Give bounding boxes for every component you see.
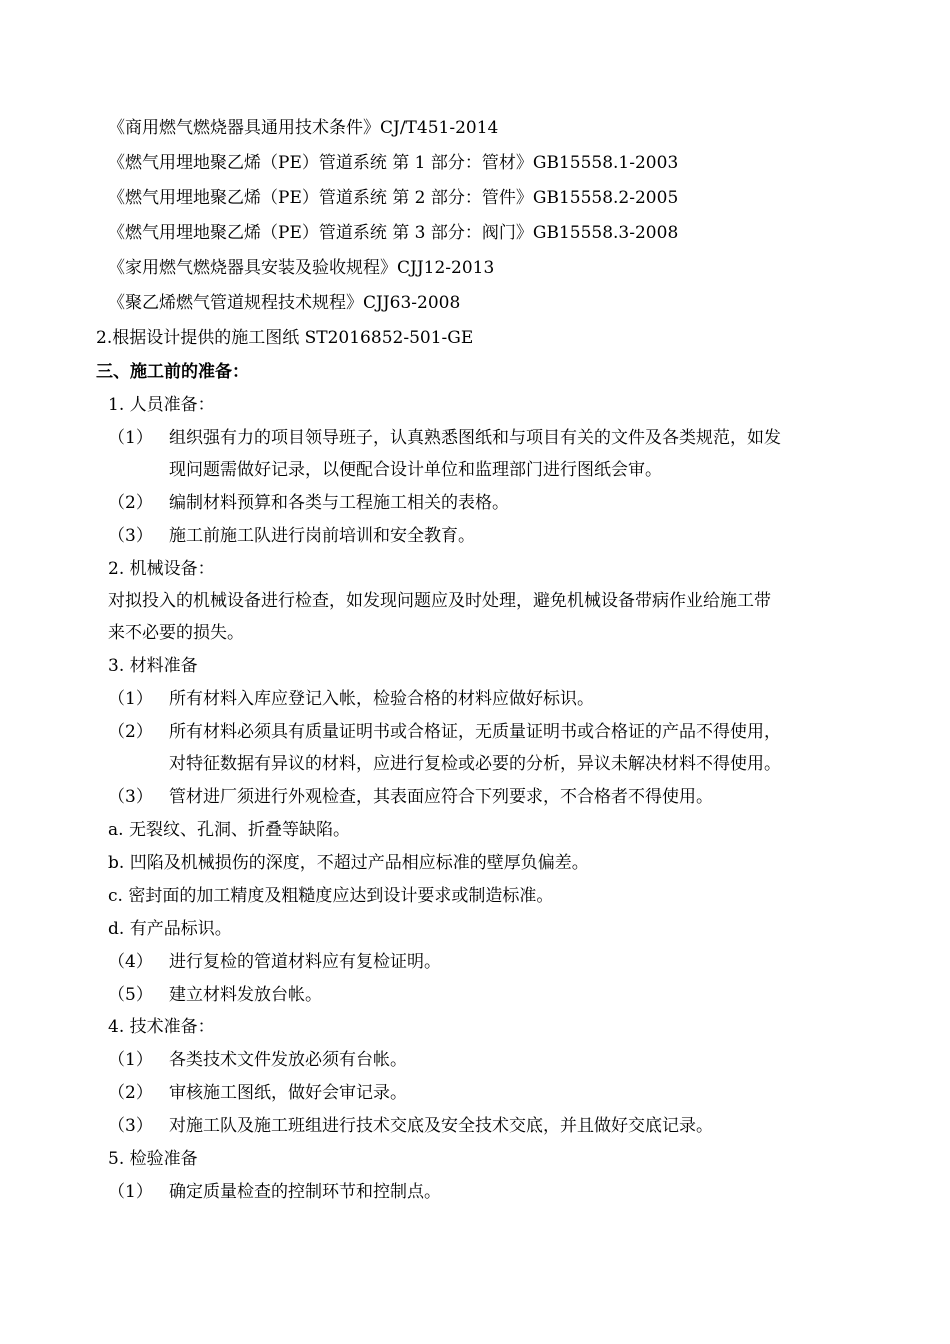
item-text: 进行复检的管道材料应有复检证明。 <box>169 952 441 972</box>
paragraph-text: 来不必要的损失。 <box>108 623 244 643</box>
subsection-title: 3. 材料准备 <box>108 656 198 676</box>
standard-item: 《聚乙烯燃气管道规程技术规程》CJJ63-2008 <box>108 293 461 313</box>
standard-item: 《燃气用埋地聚乙烯（PE）管道系统 第 1 部分：管材》GB15558.1-2003 <box>108 153 679 173</box>
subsection-title: 1. 人员准备： <box>108 395 215 415</box>
item-number: （5） <box>108 985 153 1005</box>
sub-item: d. 有产品标识。 <box>108 919 232 939</box>
item-number: （3） <box>108 526 153 546</box>
item-number: （1） <box>108 689 153 709</box>
standard-item: 《燃气用埋地聚乙烯（PE）管道系统 第 2 部分：管件》GB15558.2-2005 <box>108 188 679 208</box>
standard-item: 《商用燃气燃烧器具通用技术条件》CJ/T451-2014 <box>108 118 499 138</box>
item-number: （4） <box>108 952 153 972</box>
item-text: 对特征数据有异议的材料，应进行复检或必要的分析，异议未解决材料不得使用。 <box>169 754 781 774</box>
item-text: 各类技术文件发放必须有台帐。 <box>169 1050 407 1070</box>
item-number: （2） <box>108 493 153 513</box>
item-number: （2） <box>108 722 153 742</box>
item-text: 组织强有力的项目领导班子，认真熟悉图纸和与项目有关的文件及各类规范，如发 <box>169 428 781 448</box>
sub-item: c. 密封面的加工精度及粗糙度应达到设计要求或制造标准。 <box>108 886 554 906</box>
item-text: 对施工队及施工班组进行技术交底及安全技术交底，并且做好交底记录。 <box>169 1116 713 1136</box>
sub-item: b. 凹陷及机械损伤的深度，不超过产品相应标准的壁厚负偏差。 <box>108 853 589 873</box>
item-number: （3） <box>108 1116 153 1136</box>
design-drawing-basis: 2.根据设计提供的施工图纸 ST2016852-501-GE <box>96 328 474 348</box>
item-text: 建立材料发放台帐。 <box>169 985 322 1005</box>
item-number: （2） <box>108 1083 153 1103</box>
standard-item: 《家用燃气燃烧器具安装及验收规程》CJJ12-2013 <box>108 258 495 278</box>
item-text: 编制材料预算和各类与工程施工相关的表格。 <box>169 493 509 513</box>
item-number: （1） <box>108 1182 153 1202</box>
subsection-title: 5. 检验准备 <box>108 1149 198 1169</box>
item-number: （1） <box>108 428 153 448</box>
item-number: （3） <box>108 787 153 807</box>
subsection-title: 4. 技术准备： <box>108 1017 215 1037</box>
item-number: （1） <box>108 1050 153 1070</box>
item-text: 施工前施工队进行岗前培训和安全教育。 <box>169 526 475 546</box>
subsection-title: 2. 机械设备： <box>108 559 215 579</box>
item-text: 确定质量检查的控制环节和控制点。 <box>169 1182 441 1202</box>
item-text: 审核施工图纸，做好会审记录。 <box>169 1083 407 1103</box>
standard-item: 《燃气用埋地聚乙烯（PE）管道系统 第 3 部分：阀门》GB15558.3-2008 <box>108 223 679 243</box>
item-text: 所有材料必须具有质量证明书或合格证，无质量证明书或合格证的产品不得使用， <box>169 722 781 742</box>
paragraph-text: 对拟投入的机械设备进行检查，如发现问题应及时处理，避免机械设备带病作业给施工带 <box>108 591 771 611</box>
item-text: 所有材料入库应登记入帐，检验合格的材料应做好标识。 <box>169 689 594 709</box>
item-text: 现问题需做好记录，以便配合设计单位和监理部门进行图纸会审。 <box>169 460 662 480</box>
item-text: 管材进厂须进行外观检查，其表面应符合下列要求，不合格者不得使用。 <box>169 787 713 807</box>
section-heading: 三、施工前的准备： <box>96 362 249 382</box>
sub-item: a. 无裂纹、孔洞、折叠等缺陷。 <box>108 820 350 840</box>
